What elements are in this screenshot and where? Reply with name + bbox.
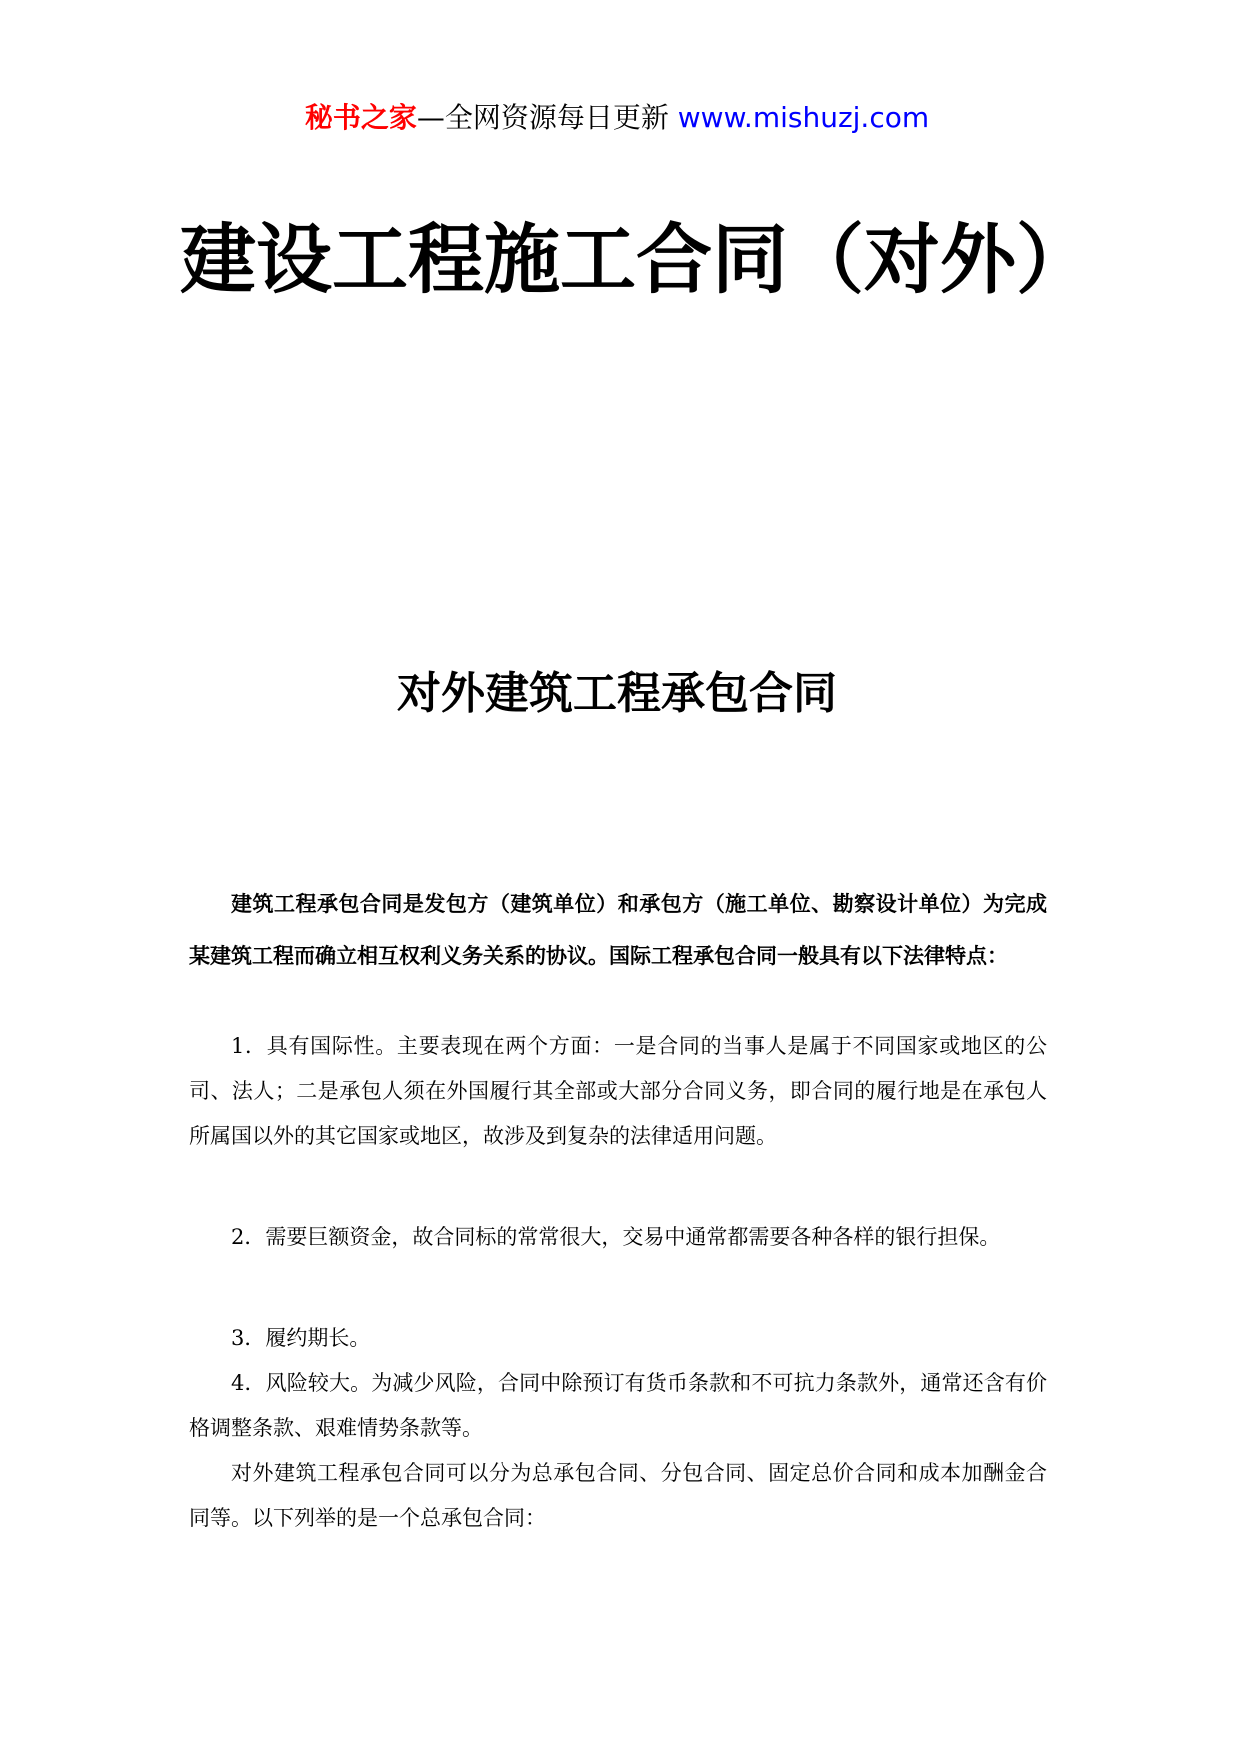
list-item-1: 1．具有国际性。主要表现在两个方面：一是合同的当事人是属于不同国家或地区的公司、法人；二是承包人须在外国履行其全部或大部分合同义务，即合同的履行地是在承包人所属国以外的其它国家或地区，故涉及到复杂的法律适用问题。 bbox=[189, 1034, 1047, 1148]
document-title: 建设工程施工合同（对外） bbox=[180, 215, 1092, 304]
list-item-2: 2．需要巨额资金，故合同标的常常很大，交易中通常都需要各种各样的银行担保。 bbox=[231, 1225, 1001, 1249]
site-brand: 秘书之家 bbox=[304, 101, 417, 134]
list-item-4: 4．风险较大。为减少风险，合同中除预订有货币条款和不可抗力条款外，通常还含有价格调整条款、艰难情势条款等。 bbox=[189, 1371, 1047, 1440]
site-url-link[interactable]: www.mishuzj.com bbox=[677, 101, 930, 134]
closing-paragraph: 对外建筑工程承包合同可以分为总承包合同、分包合同、固定总价合同和成本加酬金合同等。以下列举的是一个总承包合同： bbox=[189, 1461, 1047, 1530]
intro-paragraph: 建筑工程承包合同是发包方（建筑单位）和承包方（施工单位、勘察设计单位）为完成某建筑工程而确立相互权利义务关系的协议。国际工程承包合同一般具有以下法律特点： bbox=[189, 891, 1047, 968]
document-subtitle: 对外建筑工程承包合同 bbox=[397, 668, 837, 719]
site-slogan: —全网资源每日更新 bbox=[416, 101, 678, 134]
list-item-3: 3．履约期长。 bbox=[231, 1326, 371, 1350]
feature-list bbox=[189, 1024, 1047, 1541]
site-header bbox=[0, 98, 1234, 138]
